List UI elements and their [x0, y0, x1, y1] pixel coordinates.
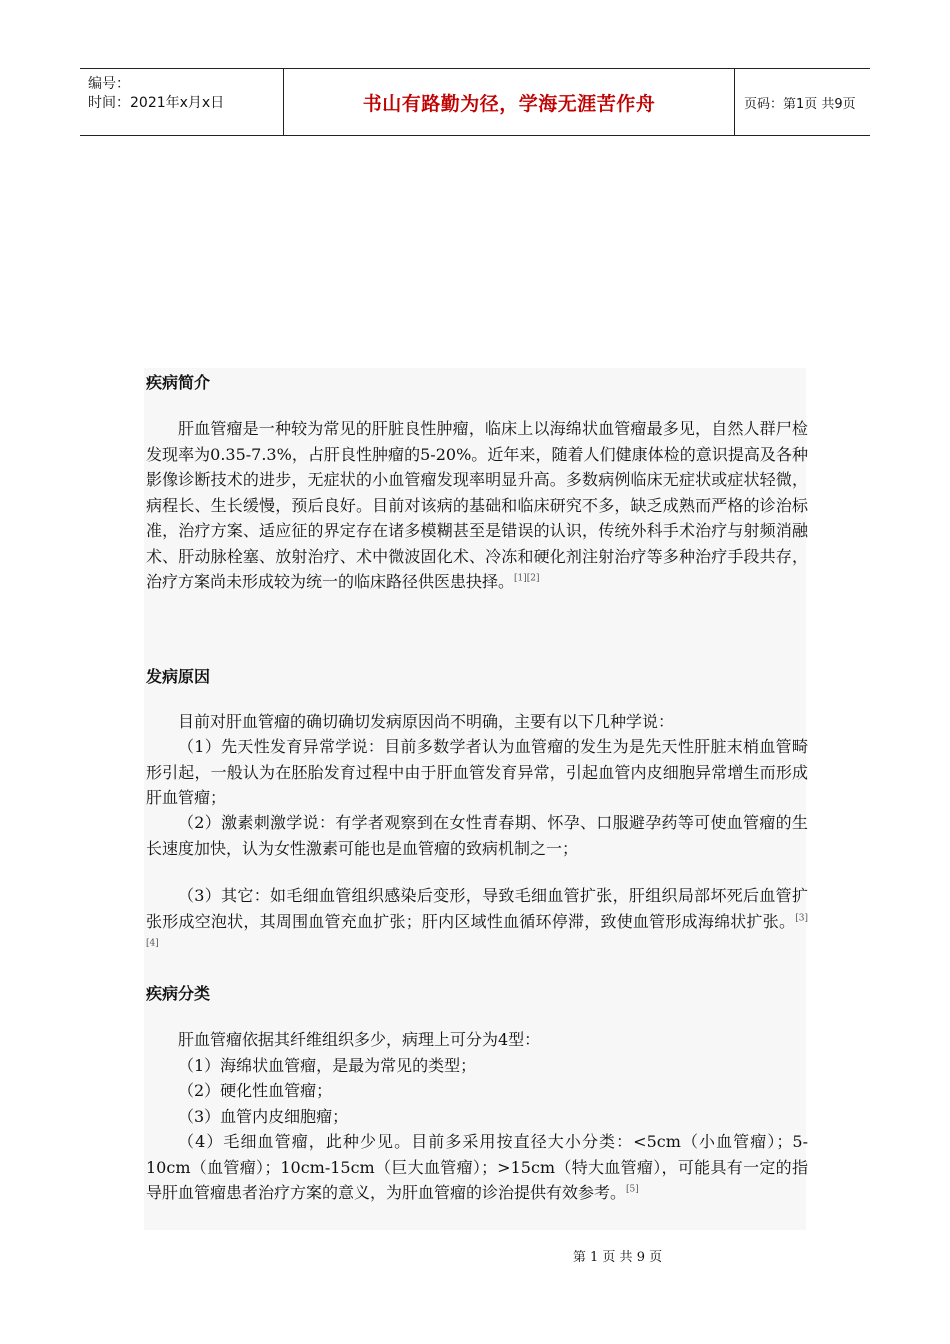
section-title-introduction: 疾病简介 — [146, 373, 211, 392]
section-title-causes: 发病原因 — [146, 667, 211, 686]
page-header — [80, 68, 870, 136]
section-title-classification: 疾病分类 — [146, 984, 211, 1003]
header-motto-cell — [283, 69, 735, 135]
list-item-type-3: （3）血管内皮细胞瘤； — [178, 1107, 349, 1126]
citation: [1][2] — [514, 573, 540, 584]
citation: [5] — [626, 1184, 639, 1195]
paragraph-text: （3）其它：如毛细血管组织感染后变形，导致毛细血管扩张，肝组织局部坏死后血管扩张形成空泡状，其周围血管充血扩张；肝内区域性血循环停滞，致使血管形成海绵状扩张。 — [146, 886, 808, 931]
paragraph-classification-intro: 肝血管瘤依据其纤维组织多少，病理上可分为4型： — [178, 1030, 541, 1049]
page-footer: 第 1 页 共 9 页 — [572, 1250, 663, 1265]
document-number-label: 编号： — [88, 76, 130, 92]
paragraph-text: 肝血管瘤是一种较为常见的肝脏良性肿瘤，临床上以海绵状血管瘤最多见，自然人群尸检发现率为0.35-7.3%，占肝良性肿瘤的5-20%。近年来，随着人们健康体检的意识提高及各种影像诊断技术的进步，无症状的小血管瘤发现率明显升高。多数病例临床无症状或症状轻微，病程长、生长缓慢，预后良好。目前对该病的基础和临床研究不多，缺乏成熟而严格的诊治标准，治疗方案、适应征的界定存在诸多模糊甚至是错误的认识，传统外科手术治疗与射频消融术、肝动脉栓塞、放射治疗、术中微波固化术、冷冻和硬化剂注射治疗等多种治疗手段共存，治疗方案尚未形成较为统一的临床路径供医患抉择。 — [146, 419, 808, 591]
paragraph-text: （4）毛细血管瘤，此种少见。目前多采用按直径大小分类：<5cm（小血管瘤）；5-10cm（血管瘤）；10cm-15cm（巨大血管瘤）；>15cm（特大血管瘤），可能具有一定的指导肝血管瘤患者治疗方案的意义，为肝血管瘤的诊治提供有效参考。 — [146, 1132, 808, 1202]
list-item-cause-1: （1）先天性发育异常学说：目前多数学者认为血管瘤的发生为是先天性肝脏末梢血管畸形引起，一般认为在胚胎发育过程中由于肝血管发育异常，引起血管内皮细胞异常增生而形成肝血管瘤； — [146, 737, 808, 807]
header-page-info: 页码：第1页 共9页 — [744, 96, 856, 112]
paragraph-introduction — [146, 416, 808, 595]
header-page-cell — [735, 69, 870, 135]
list-item-type-2: （2）硬化性血管瘤； — [178, 1081, 333, 1100]
paragraph-causes-intro: 目前对肝血管瘤的确切确切发病原因尚不明确，主要有以下几种学说： — [178, 712, 675, 731]
header-meta — [80, 69, 283, 135]
document-date: 时间：2021年x月x日 — [88, 95, 225, 111]
list-item-type-1: （1）海绵状血管瘤，是最为常见的类型； — [178, 1056, 477, 1075]
citation: [3][4] — [146, 913, 808, 949]
header-motto: 书山有路勤为径，学海无涯苦作舟 — [362, 92, 656, 115]
document-body — [144, 368, 806, 1230]
list-item-cause-2: （2）激素刺激学说：有学者观察到在女性青春期、怀孕、口服避孕药等可使血管瘤的生长速度加快，认为女性激素可能也是血管瘤的致病机制之一； — [146, 813, 808, 858]
list-item-type-4 — [146, 1129, 808, 1206]
list-item-cause-3 — [146, 883, 808, 960]
